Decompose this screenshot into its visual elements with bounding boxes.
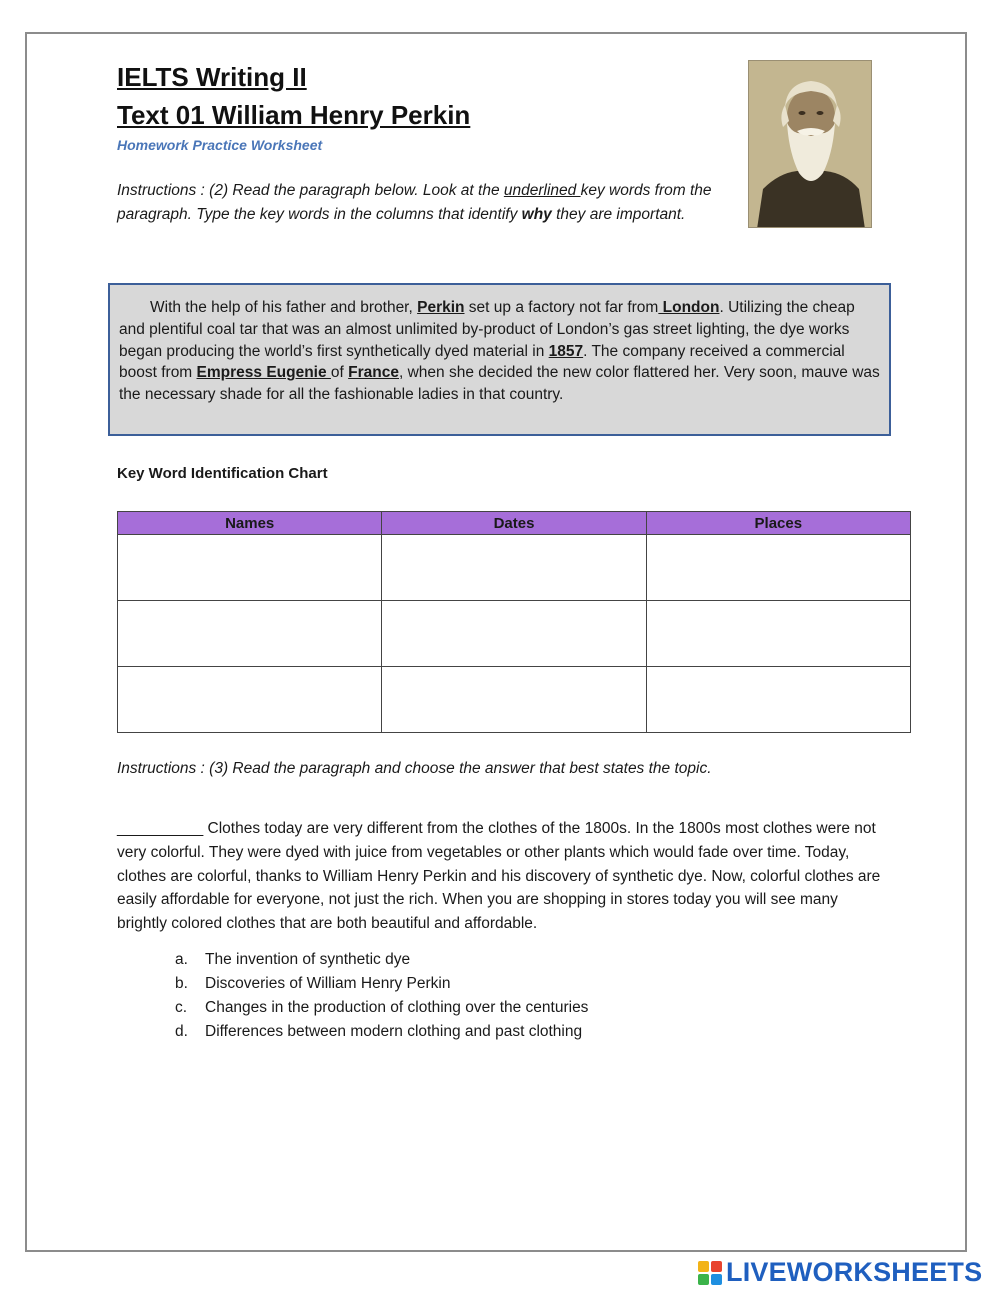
worksheet-subject-title: Text 01 William Henry Perkin	[117, 100, 471, 130]
brand-name: LIVEWORKSHEETS	[726, 1257, 983, 1287]
answer-cell-names[interactable]	[118, 667, 382, 733]
instructions-part-2: Instructions : (2) Read the paragraph below. Look at the underlined key words from the paragraph. Type the key words in the columns that identify why they are important.	[117, 182, 712, 223]
portrait-illustration	[749, 61, 872, 228]
table-row	[118, 601, 911, 667]
emphasis-why: why	[521, 206, 552, 223]
liveworksheets-logo	[698, 1257, 982, 1288]
list-item[interactable]: c. Changes in the production of clothing over the centuries	[175, 999, 589, 1016]
column-header-names: Names	[118, 512, 382, 535]
answer-cell-names[interactable]	[118, 601, 382, 667]
keyword-chart-table	[117, 511, 911, 733]
keyword-london: London	[658, 299, 720, 316]
worksheet-subtitle: Homework Practice Worksheet	[117, 137, 323, 153]
instructions-part-3: Instructions : (3) Read the paragraph and choose the answer that best states the topic.	[117, 760, 712, 777]
answer-cell-dates[interactable]	[382, 535, 646, 601]
table-header-row	[118, 512, 911, 535]
list-item[interactable]: b. Discoveries of William Henry Perkin	[175, 975, 451, 992]
logo-icon	[698, 1261, 722, 1285]
underlined-word: underlined	[503, 182, 581, 199]
portrait-image	[748, 60, 872, 228]
keyword-france: France	[348, 364, 399, 382]
answer-blank[interactable]: __________	[117, 820, 204, 837]
table-row	[118, 667, 911, 733]
reading-passage: With the help of his father and brother, Perkin set up a factory not far from London. Utilizing the cheap and plentiful coal tar that was an almost unlimited by-product of London’s gas street lighting, the dye works began producing the world’s first synthetically dyed material in 1857. The company received a commercial boost from Empress Eugenie of France, when she decided the new color flattered her. Very soon, mauve was the necessary shade for all the fashionable ladies in that country.	[108, 283, 891, 436]
answer-cell-names[interactable]	[118, 535, 382, 601]
topic-paragraph: __________ Clothes today are very different from the clothes of the 1800s. In the 1800s most clothes were not very colorful. They were dyed with juice from vegetables or other plants which would fade over time. Today, clothes are colorful, thanks to William Henry Perkin and his discovery of synthetic dye. Now, colorful clothes are easily affordable for everyone, not just the rich. When you are shopping in stores today you will see many brightly colored clothes that are both beautiful and affordable.	[117, 820, 881, 933]
column-header-places: Places	[646, 512, 910, 535]
answer-cell-dates[interactable]	[382, 601, 646, 667]
column-header-dates: Dates	[382, 512, 646, 535]
answer-cell-places[interactable]	[646, 601, 910, 667]
list-item[interactable]: a. The invention of synthetic dye	[175, 951, 411, 968]
answer-cell-places[interactable]	[646, 667, 910, 733]
answer-options	[175, 948, 588, 1044]
worksheet-title: IELTS Writing II	[117, 62, 307, 92]
list-item[interactable]: d. Differences between modern clothing and past clothing	[175, 1023, 583, 1040]
keyword-empress-eugenie: Empress Eugenie	[196, 364, 331, 382]
keyword-1857: 1857	[548, 342, 584, 360]
table-row	[118, 535, 911, 601]
answer-cell-dates[interactable]	[382, 667, 646, 733]
keyword-perkin: Perkin	[417, 299, 465, 316]
answer-cell-places[interactable]	[646, 535, 910, 601]
chart-title: Key Word Identification Chart	[117, 465, 328, 482]
